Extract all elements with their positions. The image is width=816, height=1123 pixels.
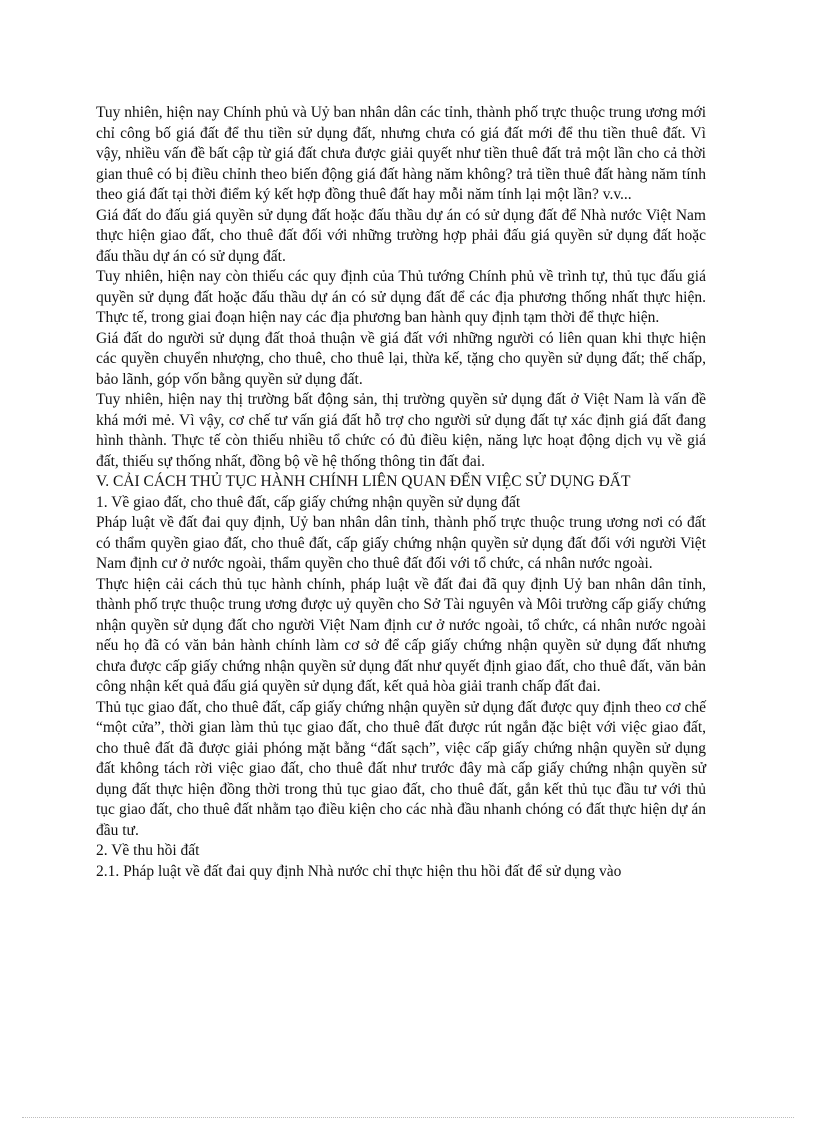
- subheading-land-recovery: 2. Về thu hồi đất: [96, 842, 200, 859]
- paragraph-auction-regulations: Tuy nhiên, hiện nay còn thiếu các quy định của Thủ tướng Chính phủ về trình tự, thủ tục đấu giá quyền sử dụng đất hoặc đấu thầu dự án có sử dụng đất để các địa phương thống nhất thực hiện. Thực tế, trong giai đoạn hiện nay các địa phương ban hành quy định tạm thời để thực hiện.: [96, 268, 706, 326]
- page-bottom-rule: [22, 1117, 794, 1118]
- document-body: [96, 103, 706, 882]
- paragraph-admin-reform-delegation: Thực hiện cải cách thủ tục hành chính, pháp luật về đất đai đã quy định Uỷ ban nhân dân tỉnh, thành phố trực thuộc trung ương được uỷ quyền cho Sở Tài nguyên và Môi trường cấp giấy chứng nhận quyền sử dụng đất cho người Việt Nam định cư ở nước ngoài, tổ chức, cá nhân nước ngoài nếu họ đã có văn bản hành chính làm cơ sở để cấp giấy chứng nhận quyền sử dụng đất nhưng chưa được cấp giấy chứng nhận quyền sử dụng đất như quyết định giao đất, cho thuê đất, văn bản công nhận kết quả đấu giá quyền sử dụng đất, kết quả hòa giải tranh chấp đất đai.: [96, 575, 707, 695]
- subheading-land-allocation: 1. Về giao đất, cho thuê đất, cấp giấy chứng nhận quyền sử dụng đất: [96, 493, 521, 511]
- paragraph-one-stop-procedure: Thủ tục giao đất, cho thuê đất, cấp giấy chứng nhận quyền sử dụng đất được quy định theo cơ chế “một cửa”, thời gian làm thủ tục giao đất, cho thuê đất được rút ngắn đặc biệt với việc giao đất, cho thuê đất đã được giải phóng mặt bằng “đất sạch”, việc cấp giấy chứng nhận quyền sử dụng đất không tách rời việc giao đất, cho thuê đất như trước đây mà cấp giấy chứng nhận quyền sử dụng đất thực hiện đồng thời trong thủ tục giao đất, cho thuê đất, gắn kết thủ tục đầu tư với thủ tục giao đất, cho thuê đất nhằm tạo điều kiện cho các nhà đầu nhanh chóng có đất thực hiện dự án đầu tư.: [96, 698, 706, 839]
- paragraph-land-recovery-start: 2.1. Pháp luật về đất đai quy định Nhà nước chỉ thực hiện thu hồi đất để sử dụng vào: [96, 862, 622, 880]
- paragraph-allocation-authority: Pháp luật về đất đai quy định, Uỷ ban nhân dân tỉnh, thành phố trực thuộc trung ương nơi có đất có thẩm quyền giao đất, cho thuê đất, cấp giấy chứng nhận quyền sử dụng đất đối với người Việt Nam định cư ở nước ngoài, thẩm quyền cho thuê đất đối với tổ chức, cá nhân nước ngoài.: [96, 514, 706, 572]
- paragraph-land-rent-price: Tuy nhiên, hiện nay Chính phủ và Uỷ ban nhân dân các tỉnh, thành phố trực thuộc trung ương mới chỉ công bố giá đất để thu tiền sử dụng đất, nhưng chưa có giá đất mới để thu tiền thuê đất. Vì vậy, nhiều vấn đề bất cập từ giá đất chưa được giải quyết như tiền thuê đất trả một lần cho cả thời gian thuê có bị điều chỉnh theo biến động giá đất hàng năm không? trả tiền thuê đất hàng năm tính theo giá đất tại thời điểm ký kết hợp đồng thuê đất hay mỗi năm tính lại một lần? v.v...: [96, 104, 706, 203]
- section-heading-admin-reform: V. CẢI CÁCH THỦ TỤC HÀNH CHÍNH LIÊN QUAN ĐẾN VIỆC SỬ DỤNG ĐẤT: [96, 473, 631, 490]
- paragraph-real-estate-market: Tuy nhiên, hiện nay thị trường bất động sản, thị trường quyền sử dụng đất ở Việt Nam là vấn đề khá mới mẻ. Vì vậy, cơ chế tư vấn giá đất hỗ trợ cho người sử dụng đất tự xác định giá đất đang hình thành. Thực tế còn thiếu nhiều tổ chức có đủ điều kiện, năng lực hoạt động dịch vụ về giá đất, thiếu sự thống nhất, đồng bộ về hệ thống thông tin đất đai.: [96, 391, 706, 470]
- paragraph-auction-price: Giá đất do đấu giá quyền sử dụng đất hoặc đấu thầu dự án có sử dụng đất để Nhà nước Việt Nam thực hiện giao đất, cho thuê đất đối với những trường hợp phải đấu giá quyền sử dụng đất hoặc đấu thầu dự án có sử dụng đất.: [96, 206, 706, 265]
- paragraph-agreed-price: Giá đất do người sử dụng đất thoả thuận về giá đất với những người có liên quan khi thực hiện các quyền chuyển nhượng, cho thuê, cho thuê lại, thừa kế, tặng cho quyền sử dụng đất; thế chấp, bảo lãnh, góp vốn bằng quyền sử dụng đất.: [96, 329, 706, 388]
